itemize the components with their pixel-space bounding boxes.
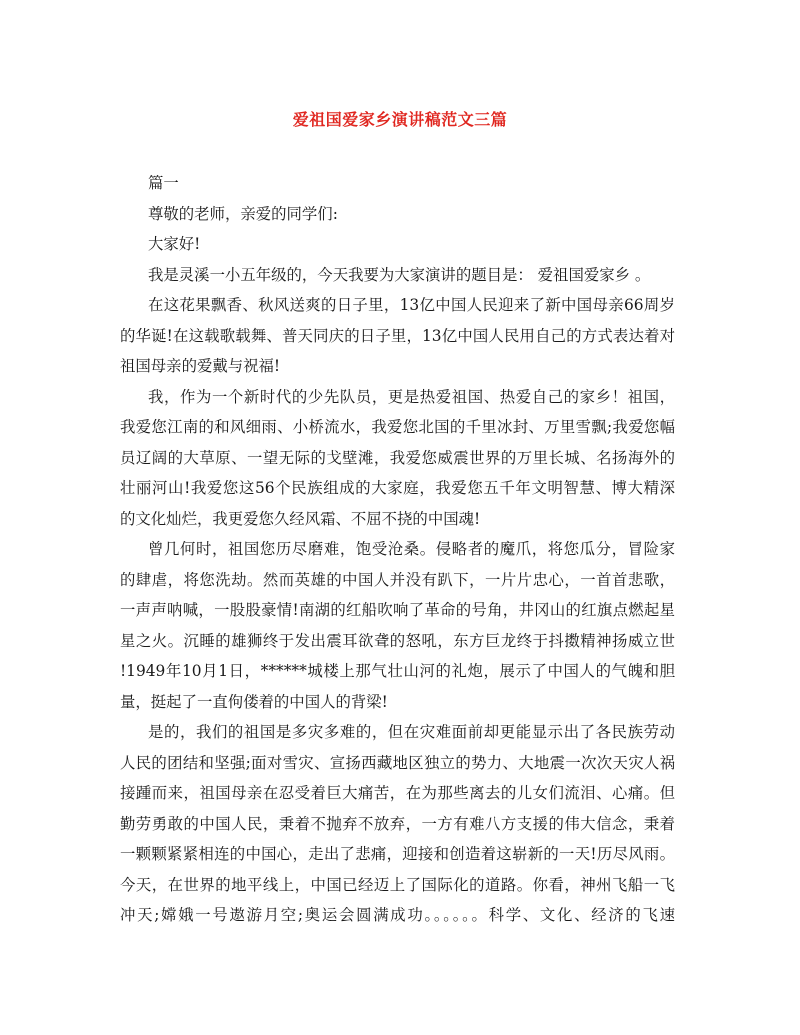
text-line: 的文化灿烂，我更爱您久经风霜、不屈不挠的中国魂! (120, 509, 481, 528)
text-line: 星之火。沉睡的雄狮终于发出震耳欲聋的怒吼，东方巨龙终于抖擞精神扬威立世 (120, 631, 675, 650)
text-line: 我是灵溪一小五年级的，今天我要为大家演讲的题目是： 爱祖国爱家乡 。 (148, 265, 651, 284)
text-line: 壮丽河山!我爱您这56个民族组成的大家庭，我爱您五千年文明智慧、博大精深 (120, 479, 675, 497)
document-title: 爱祖国爱家乡演讲稿范文三篇 (292, 110, 508, 129)
text-line: 一声声呐喊，一股股豪情!南湖的红船吹响了革命的号角，井冈山的红旗点燃起星 (120, 601, 675, 619)
text-line: 接踵而来，祖国母亲在忍受着巨大痛苦，在为那些离去的儿女们流泪、心痛。但 (120, 784, 675, 802)
text-line: 我，作为一个新时代的少先队员，更是热爱祖国、热爱自己的家乡！祖国， (148, 387, 675, 406)
text-line: 我爱您江南的和风细雨、小桥流水，我爱您北国的千里冰封、万里雪飘;我爱您幅 (120, 418, 675, 436)
text-line: 员辽阔的大草原、一望无际的戈壁滩，我爱您威震世界的万里长城、名扬海外的 (120, 448, 675, 467)
text-line: 在这花果飘香、秋风送爽的日子里，13亿中国人民迎来了新中国母亲66周岁 (148, 296, 675, 314)
text-line: 曾几何时，祖国您历尽磨难，饱受沧桑。侵略者的魔爪，将您瓜分，冒险家 (148, 540, 675, 558)
greeting: 大家好! (148, 235, 201, 253)
document-body (120, 168, 675, 931)
section-heading: 篇一 (148, 174, 179, 192)
text-line: 的华诞!在这载歌载舞、普天同庆的日子里，13亿中国人民用自己的方式表达着对 (120, 326, 675, 345)
text-line: 勤劳勇敢的中国人民，秉着不抛弃不放弃，一方有难八方支援的伟大信念，秉着 (120, 814, 675, 833)
text-line: !1949年10月1日，******城楼上那气壮山河的礼炮，展示了中国人的气魄和胆 (120, 662, 675, 680)
text-line: 是的，我们的祖国是多灾多难的，但在灾难面前却更能显示出了各民族劳动 (148, 723, 675, 741)
text-line: 冲天;嫦娥一号遨游月空;奥运会圆满成功。。。。。。科学、文化、经济的飞速 (120, 906, 675, 924)
text-line: 的肆虐，将您洗劫。然而英雄的中国人并没有趴下，一片片忠心，一首首悲歌， (120, 570, 675, 589)
text-line: 今天，在世界的地平线上，中国已经迈上了国际化的道路。你看，神州飞船一飞 (120, 875, 675, 894)
text-line: 祖国母亲的爱戴与祝福! (120, 357, 281, 375)
text-line: 一颗颗紧紧相连的中国心，走出了悲痛，迎接和创造着这崭新的一天!历尽风雨。 (120, 845, 675, 863)
text-line: 人民的团结和坚强;面对雪灾、宣扬西藏地区独立的势力、大地震一次次天灾人祸 (120, 753, 675, 772)
salutation: 尊敬的老师，亲爱的同学们: (148, 204, 338, 223)
text-line: 量，挺起了一直佝偻着的中国人的背梁! (120, 692, 388, 711)
